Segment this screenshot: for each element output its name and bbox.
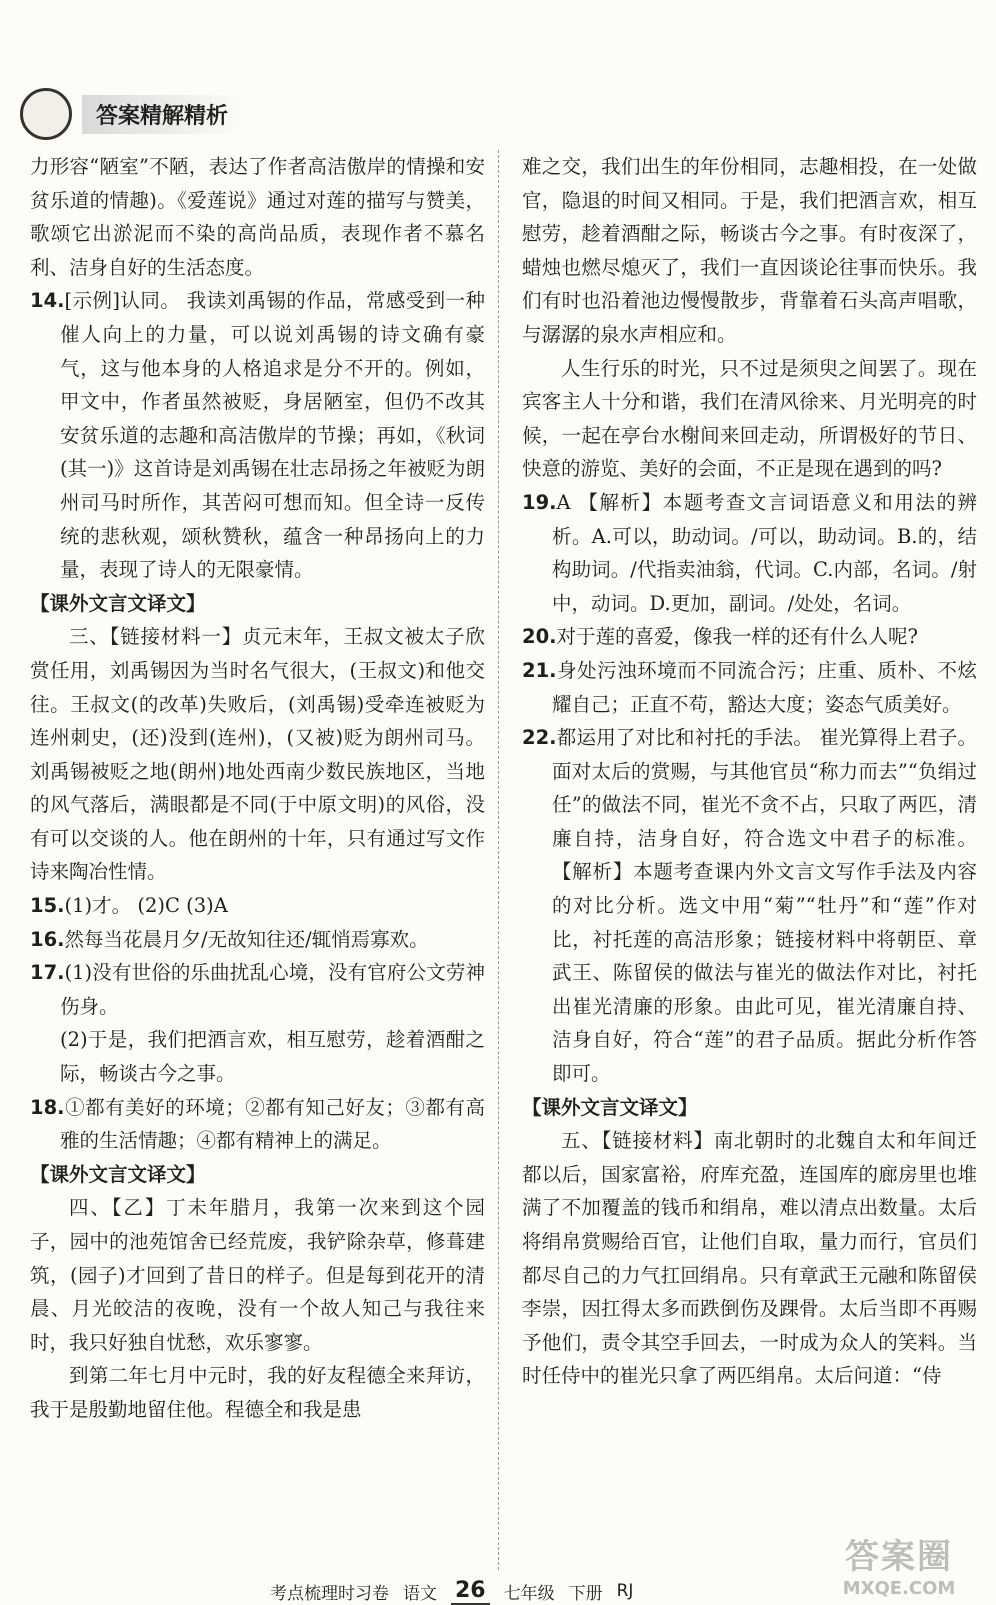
answer-number: 19. (522, 490, 557, 514)
footer-series: 考点梳理时习卷 (270, 1583, 389, 1604)
column-divider (498, 150, 499, 1570)
answer-text: (1)没有世俗的乐曲扰乱心境，没有官府公文劳神伤身。 (60, 961, 485, 1018)
footer-grade: 七年级 (503, 1583, 555, 1604)
answer-item (30, 956, 485, 1023)
translation-paragraph: 四、【乙】丁未年腊月，我第一次来到这个园子，园中的池苑馆舍已经荒废，我铲除杂草，修葺建筑，(园子)才回到了昔日的样子。但是每到花开的清晨、月光皎洁的夜晚，没有一个故人知己与我往来时，我只好独自忧愁，欢乐寥寥。 (30, 1196, 485, 1354)
footer-edition: RJ (616, 1581, 634, 1601)
answer-item (522, 721, 977, 1091)
section-heading: 【课外文言文译文】 (30, 591, 206, 615)
translation-paragraph: 五、【链接材料】南北朝时的北魏自太和年间迁都以后，国家富裕，府库充盈，连国库的廊房里也堆满了不加覆盖的钱币和绢帛，难以清点出数量。太后将绢帛赏赐给百官，让他们自取，量力而行，官员们都尽自己的力气扛回绢帛。只有章武王元融和陈留侯李崇，因扛得太多而跌倒伤及踝骨。太后当即不再赐予他们，责令其空手回去，一时成为众人的笑料。当时任侍中的崔光只拿了两匹绢帛。太后问道：“侍 (522, 1129, 977, 1388)
answer-text: 身处污浊环境而不同流合污；庄重、质朴、不炫耀自己；正直不苟，豁达大度；姿态气质美好。 (552, 658, 977, 716)
translation-paragraph: 三、【链接材料一】贞元末年，王叔文被太子欣赏任用，刘禹锡因为当时名气很大，(王叔文)和他交往。王叔文(的改革)失败后，(刘禹锡)受牵连被贬为连州刺史，(还)没到(连州)，(又被)贬为朗州司马。刘禹锡被贬之地(朗州)地处西南少数民族地区，当地的风气落后，满眼都是不同(于中原文明)的风俗，没有可以交谈的人。他在朗州的十年，只有通过写文作诗来陶冶性情。 (30, 625, 485, 884)
answer-number: 18. (30, 1095, 65, 1119)
answer-text: (1)才。 (2)C (3)A (64, 894, 228, 918)
answer-number: 14. (30, 289, 65, 313)
answer-number: 15. (30, 894, 65, 918)
answer-text: 对于莲的喜爱，像我一样的还有什么人呢? (556, 625, 919, 649)
header-title: 答案精解精析 (82, 95, 242, 134)
answer-text: ①都有美好的环境；②都有知己好友；③都有高雅的生活情趣；④都有精神上的满足。 (60, 1095, 485, 1153)
answer-item (30, 1091, 485, 1158)
answer-text: 然每当花晨月夕/无故知往还/辄悄焉寡欢。 (64, 927, 429, 951)
sub-answer: (2)于是，我们把酒言欢，相互慰劳，趁着酒酣之际，畅谈古今之事。 (60, 1028, 485, 1086)
answer-text: 都运用了对比和衬托的手法。 崔光算得上君子。面对太后的赏赐，与其他官员“称力而去”“负绢过任”的做法不同，崔光不贪不占，只取了两匹，清廉自持，洁身自好，符合选文中君子的标准。 【解析】本题考查课内外文言文写作手法及内容的对比分析。选文中用“菊”“牡丹”和“莲”作对比，衬托莲的高洁形象；链接材料中将朝臣、章武王、陈留侯的做法与崔光的做法作对比，衬托出崔光清廉的形象。由此可见，崔光清廉自持、洁身自好，符合“莲”的君子品质。据此分析作答即可。 (552, 726, 977, 1086)
section-heading: 【课外文言文译文】 (30, 1162, 206, 1186)
answer-item (522, 486, 977, 620)
section-heading: 【课外文言文译文】 (522, 1095, 698, 1119)
translation-paragraph: 到第二年七月中元时，我的好友程德全来拜访，我于是殷勤地留住他。程德全和我是患 (30, 1364, 485, 1421)
publisher-logo-icon (20, 88, 72, 140)
answer-number: 20. (522, 625, 557, 649)
answer-item (30, 889, 485, 923)
answer-item (522, 654, 977, 721)
answer-number: 22. (522, 726, 557, 750)
answer-number: 21. (522, 658, 557, 682)
answer-text: [示例]认同。 我读刘禹锡的作品，常感受到一种催人向上的力量，可以说刘禹锡的诗文确有豪气，这与他本身的人格追求是分不开的。例如，甲文中，作者虽然被贬，身居陋室，但仍不改其安贫乐道的志趣和高洁傲岸的节操；再如，《秋词(其一)》这首诗是刘禹锡在壮志昂扬之年被贬为朗州司马时所作，其苦闷可想而知。但全诗一反传统的悲秋观，颂秋赞秋，蕴含一种昂扬向上的力量，表现了诗人的无限豪情。 (60, 289, 485, 582)
answer-item (30, 923, 485, 957)
page-number: 26 (451, 1578, 490, 1605)
right-column (522, 150, 977, 1393)
answer-number: 16. (30, 927, 65, 951)
watermark-logo: 答案圈 MXQE.COM (842, 1537, 956, 1599)
answer-item (522, 620, 977, 654)
footer-term: 下册 (568, 1583, 603, 1604)
paragraph: 力形容“陋室”不陋，表达了作者高洁傲岸的情操和安贫乐道的情趣)。《爱莲说》通过对莲的描写与赞美，歌颂它出淤泥而不染的高尚品质，表现作者不慕名利、洁身自好的生活态度。 (30, 155, 485, 279)
translation-paragraph: 人生行乐的时光，只不过是须臾之间罢了。现在宾客主人十分和谐，我们在清风徐来、月光明亮的时候，一起在亭台水榭间来回走动，所谓极好的节日、快意的游览、美好的会面，不正是现在遇到的吗? (522, 356, 977, 481)
answer-text: A 【解析】本题考查文言词语意义和用法的辨析。A.可以，助动词。/可以，助动词。B.的，结构助词。/代指卖油翁，代词。C.内部，名词。/射中，动词。D.更加，副词。/处处，名词。 (552, 490, 977, 615)
page-header (20, 88, 400, 140)
page-footer (270, 1578, 750, 1604)
paragraph: 难之交，我们出生的年份相同，志趣相投，在一处做官，隐退的时间又相同。于是，我们把酒言欢，相互慰劳，趁着酒酣之际，畅谈古今之事。有时夜深了，蜡烛也燃尽熄灭了，我们一直因谈论往事而快乐。我们有时也沿着池边慢慢散步，背靠着石头高声唱歌，与潺潺的泉水声相应和。 (522, 155, 977, 346)
footer-subject: 语文 (403, 1583, 437, 1604)
left-column (30, 150, 485, 1427)
answer-number: 17. (30, 961, 65, 985)
answer-item (30, 284, 485, 586)
